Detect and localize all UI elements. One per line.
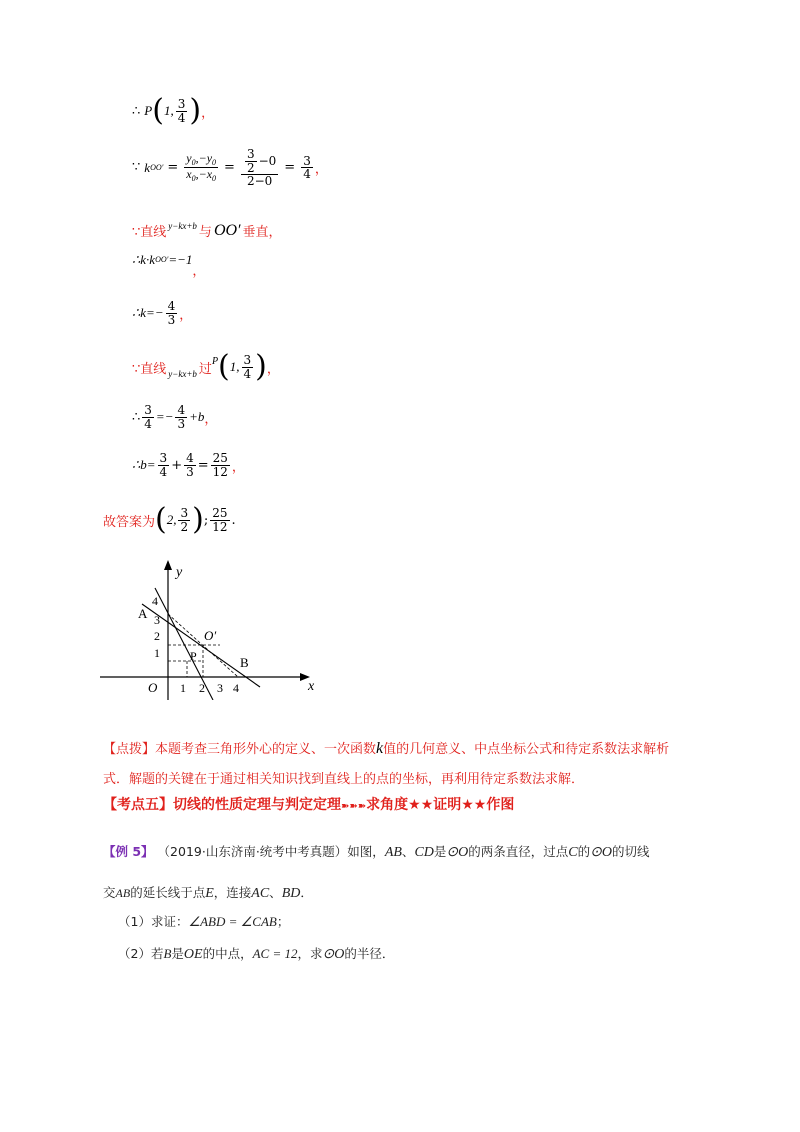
open-paren: ( — [218, 349, 230, 384]
answer-label: 故答案为 — [103, 514, 156, 530]
equals: = — [197, 457, 209, 473]
segment-ac: AC — [251, 886, 270, 901]
fraction: $\frac{4}{3}$ — [186, 451, 194, 479]
question-label: （1）求证： — [118, 914, 189, 929]
statement-text: 与 — [198, 225, 212, 240]
segment-oo: OO′ — [213, 221, 241, 239]
comma: ， — [314, 162, 328, 178]
fraction: $\frac{25}{12}$ — [212, 505, 228, 534]
circle-o: ⊙O — [446, 845, 469, 860]
slope-formula: $\frac{y_0,-y_0}{x_0,-x_0}$ — [186, 151, 217, 184]
y-tick-4: 4 — [152, 594, 158, 608]
k-symbol: k — [376, 740, 384, 757]
point-e: E — [205, 886, 214, 901]
fraction: $\frac{3}{4}$ — [159, 451, 168, 479]
text: ，连接 — [213, 885, 252, 900]
section-tail: 求角度★★证明★★作图 — [366, 797, 515, 813]
open-paren: ( — [152, 93, 164, 128]
k-symbol: k — [144, 159, 151, 175]
compound-fraction: $\frac{3}{2}$ −0 2−0 — [241, 148, 278, 188]
segment-ab: AB — [384, 845, 402, 860]
circle-o: ⊙O — [590, 845, 612, 860]
fraction: $\frac{4}{3}$ — [177, 403, 186, 431]
comma: ， — [179, 307, 193, 323]
fraction: $\frac{3}{4}$ — [177, 96, 186, 125]
x-label: x — [308, 679, 315, 694]
question-2 — [118, 944, 394, 963]
segment-cd: CD — [414, 845, 434, 860]
segment-bd: BD — [281, 886, 301, 901]
point-b: B — [163, 946, 172, 961]
equals: = — [224, 160, 235, 176]
equation-text: =− — [155, 409, 174, 425]
fraction: $\frac{3}{2}$ — [180, 505, 189, 534]
y-label: y — [176, 565, 183, 580]
statement-text: 垂直， — [242, 225, 282, 240]
comma: ， — [231, 459, 245, 475]
fraction: $\frac{25}{12}$ — [212, 451, 228, 479]
line-through-p — [132, 349, 280, 384]
comma: ， — [204, 411, 218, 427]
equation-text: =−1 — [168, 251, 193, 267]
result-fraction: $\frac{3}{4}$ — [303, 153, 311, 182]
separator: 、 — [401, 844, 415, 859]
point-oprime-label: O′ — [204, 628, 217, 643]
section-heading — [103, 794, 514, 814]
coordinate-figure — [100, 560, 340, 700]
segment-ab: AB — [115, 886, 131, 900]
y-tick-2: 2 — [154, 629, 160, 643]
y-tick-3: 3 — [154, 613, 160, 627]
equation-text: ∴k·k — [132, 251, 156, 267]
k-subscript: OO′ — [150, 163, 164, 173]
equals: = — [167, 160, 179, 176]
line-answer — [103, 502, 236, 537]
line-substitute — [132, 404, 217, 430]
comma: ， — [192, 264, 206, 279]
x-coord: 2, — [166, 512, 177, 527]
tip-paragraph — [103, 734, 743, 795]
point-a-label: A — [138, 606, 148, 621]
subscript: OO′ — [155, 255, 169, 264]
line-b-value — [132, 452, 245, 478]
example-heading: 【例 5】 — [103, 844, 154, 859]
x-tick-4: 4 — [233, 681, 239, 695]
tip-heading: 【点拨】 — [103, 742, 156, 757]
question-1 — [118, 912, 289, 930]
line-k-value — [132, 300, 192, 326]
fraction: $\frac{3}{4}$ — [243, 352, 252, 381]
equation-text: +b — [189, 409, 205, 425]
text: 的切线 — [611, 844, 650, 859]
origin-label: O — [148, 680, 158, 695]
x-tick-3: 3 — [217, 681, 223, 695]
point-p-label: P — [211, 355, 219, 367]
text: 的两条直径，过点 — [468, 844, 569, 859]
therefore-symbol: ∴ — [132, 409, 141, 425]
text: ，求 — [297, 946, 323, 961]
text: 交 — [103, 885, 116, 900]
equals: = — [284, 160, 296, 176]
open-paren: ( — [155, 502, 167, 537]
comma: ， — [266, 361, 280, 377]
text: 的中点， — [202, 946, 253, 961]
equation-text: ∴b= — [132, 457, 156, 473]
point-b-label: B — [240, 655, 249, 670]
line-perpendicular — [132, 221, 282, 240]
equation-text: ∴k=− — [132, 305, 164, 321]
x-coord: 1, — [229, 359, 240, 374]
tip-text: 值的几何意义、中点坐标公式和待定系数法求解析 — [383, 742, 670, 757]
plus: + — [171, 457, 183, 473]
section-title: 【考点五】切线的性质定理与判定定理 — [103, 797, 341, 813]
x-tick-1: 1 — [180, 681, 186, 695]
close-paren: ) — [192, 502, 204, 537]
tip-text: 式．解题的关键在于通过相关知识找到直线上的点的坐标，再利用待定系数法求解． — [103, 772, 585, 787]
example-paragraph — [103, 832, 763, 914]
line-equation: y−kx+b — [168, 369, 197, 379]
example-source: （2019·山东济南·统考中考真题）如图， — [157, 844, 385, 859]
y-tick-1: 1 — [154, 646, 160, 660]
period: ． — [300, 885, 313, 900]
question-label: （2）若 — [118, 946, 164, 961]
statement-text: ∵直线 — [132, 225, 167, 240]
text: 是 — [171, 946, 184, 961]
semicolon: ; — [203, 512, 209, 528]
statement-text: ∵直线 — [132, 361, 167, 377]
text: ； — [276, 914, 290, 929]
because-symbol: ∵ — [132, 160, 141, 176]
point-p-label: P — [190, 649, 197, 663]
comma: ， — [201, 105, 215, 121]
text: 的 — [577, 844, 591, 859]
text: 的半径． — [344, 946, 395, 961]
fraction: $\frac{4}{3}$ — [167, 299, 176, 327]
x-tick-2: 2 — [199, 681, 205, 695]
text: 的延长线于点 — [130, 885, 206, 900]
x-coord: 1, — [163, 103, 174, 118]
circle-o: ⊙O — [322, 947, 345, 962]
close-paren: ) — [255, 349, 267, 384]
tip-text: 本题考查三角形外心的定义、一次函数 — [155, 742, 377, 757]
y-axis-arrow — [164, 560, 172, 570]
line-product — [132, 250, 206, 279]
line-slope — [132, 148, 328, 188]
close-paren: ) — [189, 93, 202, 128]
point-p-label: P — [144, 103, 153, 118]
therefore-symbol: ∴ — [132, 103, 141, 119]
text: 是 — [433, 844, 447, 859]
separator: 、 — [269, 885, 282, 900]
length-equation: AC = 12 — [252, 946, 298, 961]
period: . — [231, 512, 236, 528]
angle-equation: ∠ABD = ∠CAB — [188, 914, 277, 929]
arrows-icon: ➽➽➽ — [341, 801, 367, 812]
line-p-coord — [132, 93, 215, 128]
line-equation: y−kx+b — [168, 220, 197, 231]
point-c: C — [568, 845, 578, 860]
fraction: $\frac{3}{4}$ — [144, 403, 152, 431]
segment-oe: OE — [183, 947, 203, 962]
statement-text: 过 — [198, 361, 212, 377]
